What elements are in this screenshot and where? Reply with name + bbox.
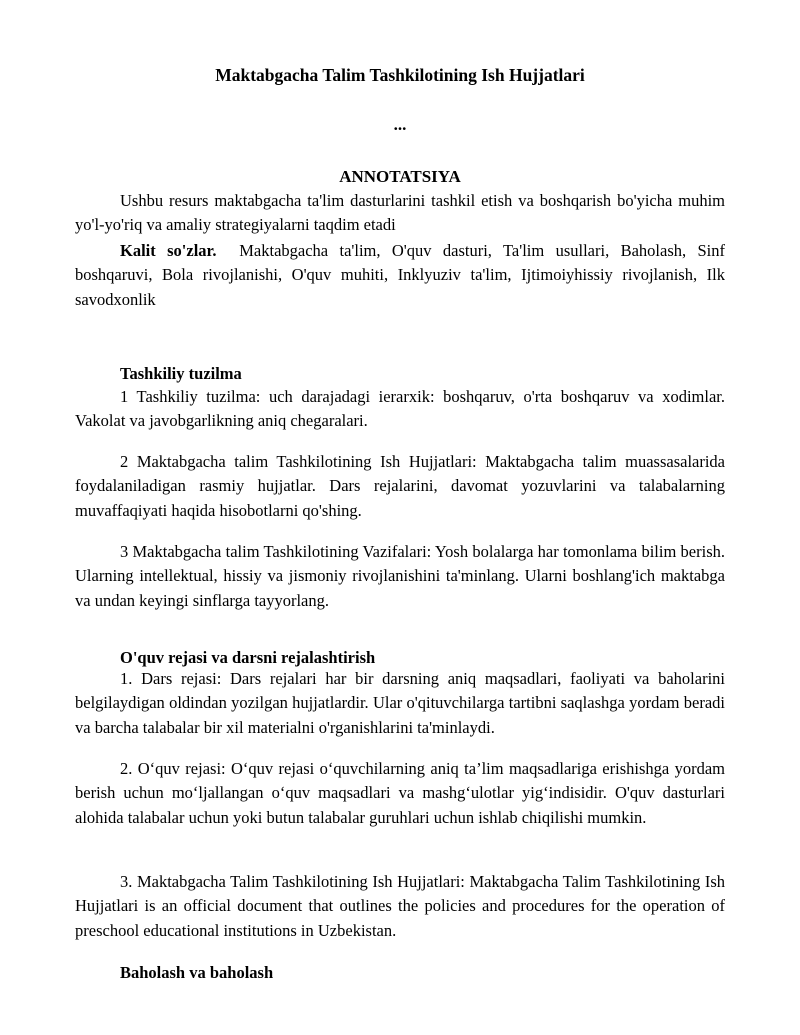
title-dots: ... [393,115,407,134]
section-2-paragraph-2: 2. O‘quv rejasi: O‘quv rejasi o‘quvchilarning aniq ta’lim maqsadlariga erishishga yordam berish uchun mo‘ljallangan o‘quv maqsadlari va mashg‘ulotlar yig‘indisidir. O'quv dasturlari alohida talabalar uchun yoki butun talabalar guruhlari uchun ishlab chiqilishi mumkin. [75,759,725,827]
section-1-paragraph-1: 1 Tashkiliy tuzilma: uch darajadagi ierarxik: boshqaruv, o'rta boshqaruv va xodimlar. Vakolat va javobgarlikning aniq chegaralari. [75,387,725,431]
section-2-paragraph-3: 3. Maktabgacha Talim Tashkilotining Ish Hujjatlari: Maktabgacha Talim Tashkilotining Ish Hujjatlari is an official document that outlines the policies and procedures for the operation of preschool educational institutions in Uzbekistan. [75,872,725,940]
section-1-paragraph-3: 3 Maktabgacha talim Tashkilotining Vazifalari: Yosh bolalarga har tomonlama bilim berish. Ularning intellektual, hissiy va jismoniy rivojlanishini ta'minlang. Ularni boshlang'ich maktabga va undan keyingi sinflarga tayyorlang. [75,542,725,610]
section-heading-structure: Tashkiliy tuzilma [120,364,242,383]
abstract-heading: ANNOTATSIYA [339,167,461,186]
section-heading-curriculum: O'quv rejasi va darsni rejalashtirish [120,648,376,667]
document-title: Maktabgacha Talim Tashkilotining Ish Hujjatlari [215,65,585,85]
section-2-paragraph-1: 1. Dars rejasi: Dars rejalari har bir darsning aniq maqsadlari, faoliyati va baholarini belgilaydigan oldindan yozilgan hujjatlardir. Ular o'qituvchilarga tartibni saqlashga yordam beradi va barcha talabalar bir xil materialni o'rganishlarini ta'minlaydi. [75,669,725,737]
keywords-text: Maktabgacha ta'lim, O'quv dasturi, Ta'lim usullari, Baholash, Sinf boshqaruvi, Bola rivojlanishi, O'quv muhiti, Inklyuziv ta'lim, Ijtimoiyhissiy rivojlanish, Ilk savodxonlik [75,241,725,309]
keywords-paragraph [75,239,725,312]
section-1-paragraph-2: 2 Maktabgacha talim Tashkilotining Ish Hujjatlari: Maktabgacha talim muassasalarida foydalaniladigan rasmiy hujjatlar. Dars rejalarini, davomat yozuvlarini va talabalarning muvaffaqiyati haqida hisobotlarni qo'shing. [75,452,725,520]
abstract-text: Ushbu resurs maktabgacha ta'lim dasturlarini tashkil etish va boshqarish bo'yicha muhim yo'l-yo'riq va amaliy strategiyalarni taqdim etadi [75,191,725,235]
section-heading-assessment: Baholash va baholash [120,963,274,982]
keywords-label: Kalit so'zlar. [120,241,217,260]
